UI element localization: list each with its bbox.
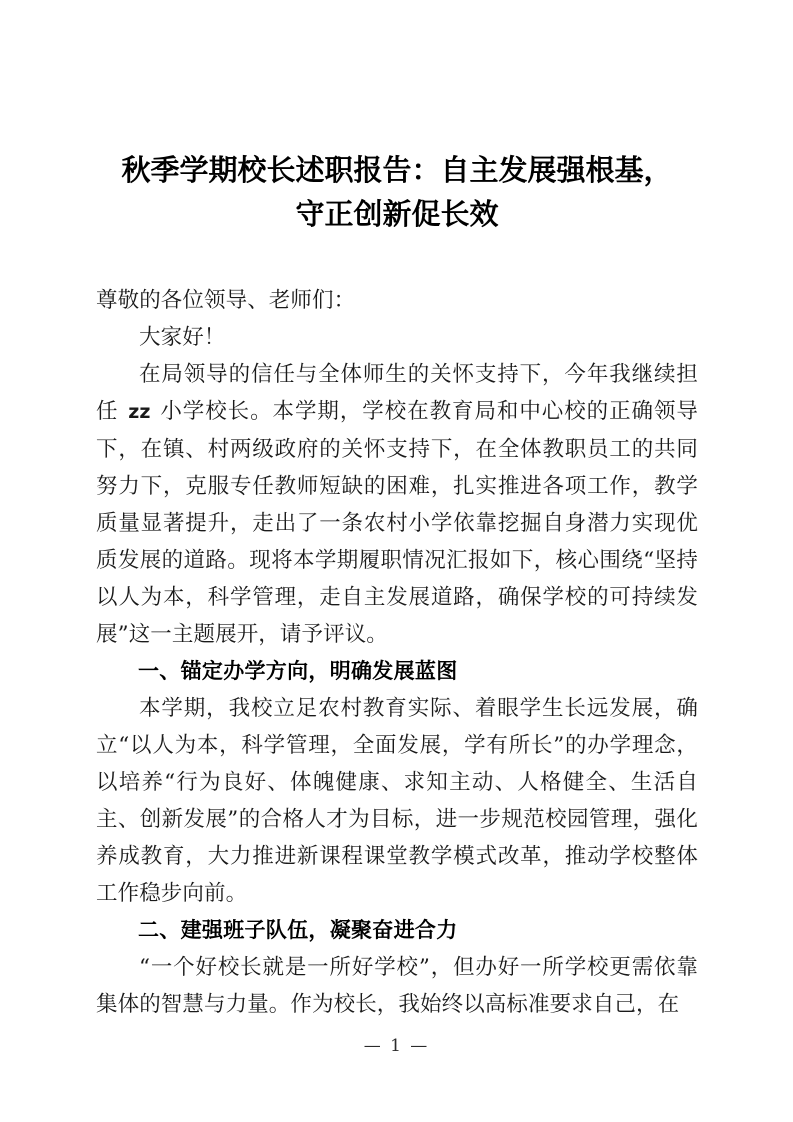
section-body-2: “一个好校长就是一所好学校”，但办好一所学校更需依靠集体的智慧与力量。作为校长，我始终以高标准要求自己，在 (96, 955, 698, 1017)
greeting-line: 大家好！ (139, 325, 226, 350)
salutation-line: 尊敬的各位领导、老师们： (96, 288, 356, 313)
section-heading-1: 一、锚定办学方向，明确发展蓝图 (138, 659, 458, 683)
page-title-line-1: 秋季学期校长述职报告：自主发展强根基， (121, 153, 673, 187)
school-name-abbreviation: zz (128, 401, 151, 423)
document-body (96, 0, 698, 1023)
intro-paragraph (96, 356, 698, 653)
intro-text-after-latin: 小学校长。本学期，学校在教育局和中心校的正确领导下，在镇、村两级政府的关怀支持下，在全体教职员工的共同努力下，克服专任教师短缺的困难，扎实推进各项工作，教学质量显著提升，走出了一条农村小学依靠挖掘自身潜力实现优质发展的道路。现将本学期履职情况汇报如下，核心围绕“坚持以人为本，科学管理，走自主发展道路，确保学校的可持续发展”这一主题展开，请予评议。 (96, 399, 698, 647)
intro-text-before-latin: 在局领导的信任与全体师生的关怀支持下，今年我继续担任 (96, 362, 698, 424)
page-number-footer: — 1 — (363, 1036, 430, 1056)
page-title (96, 0, 698, 236)
section-body-1: 本学期，我校立足农村教育实际、着眼学生长远发展，确立“以人为本，科学管理，全面发展，学有所长”的办学理念，以培养“行为良好、体魄健康、求知主动、人格健全、生活自主、创新发展”的合格人才为目标，进一步规范校园管理，强化养成教育，大力推进新课程课堂教学模式改革，推动学校整体工作稳步向前。 (96, 696, 698, 906)
page-title-line-2: 守正创新促长效 (295, 197, 499, 231)
section-heading-2: 二、建强班子队伍，凝聚奋进合力 (138, 918, 458, 942)
